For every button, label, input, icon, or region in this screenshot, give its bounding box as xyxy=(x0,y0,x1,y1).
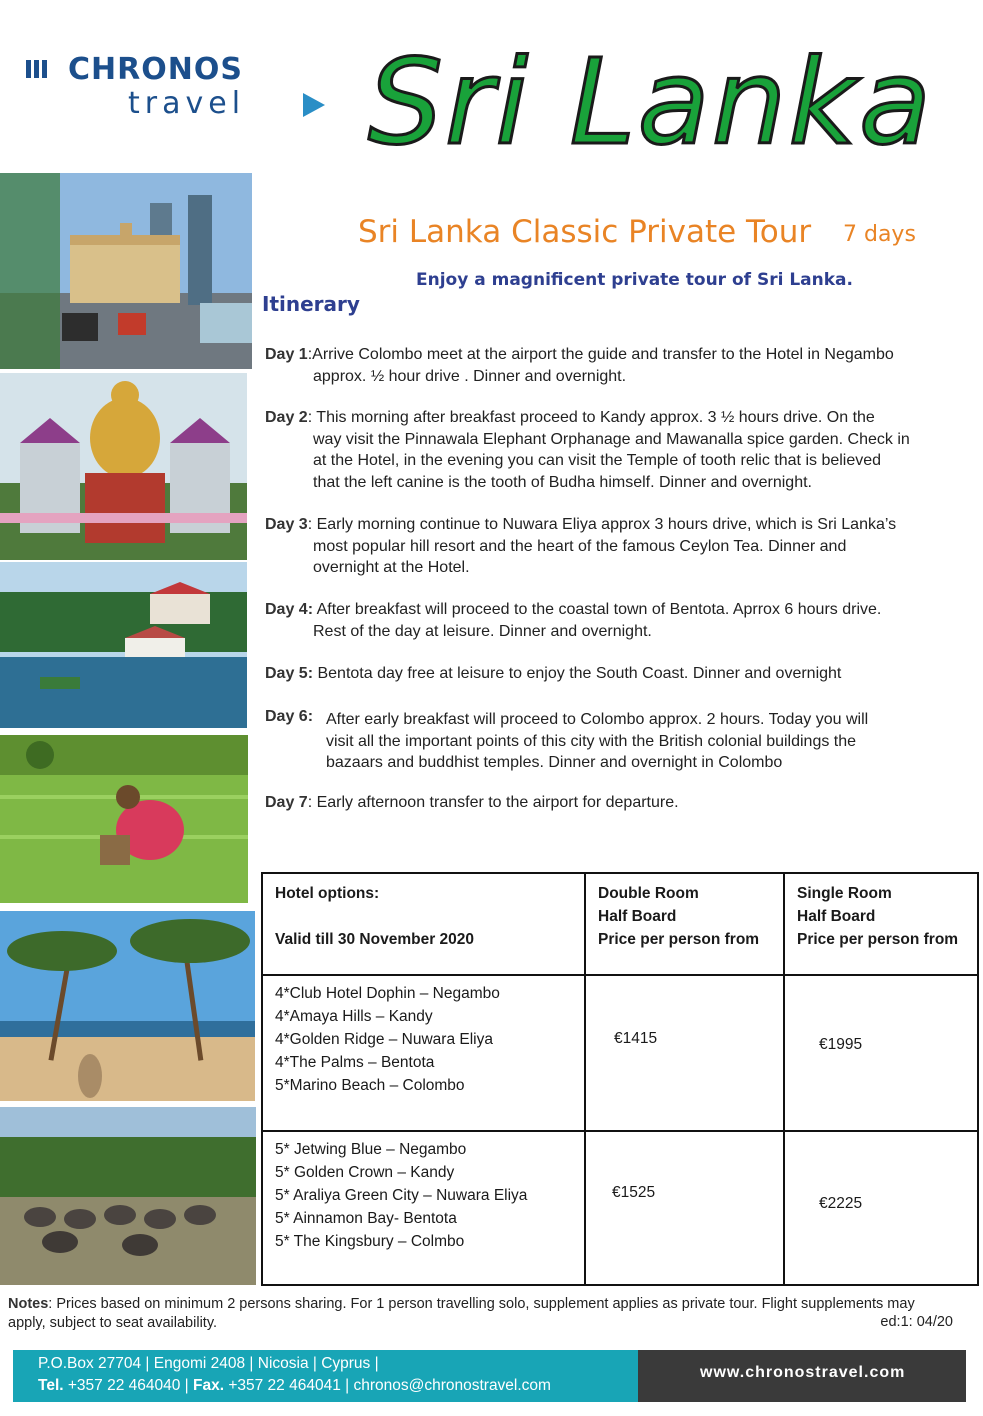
day-label: Day 7 xyxy=(265,794,308,811)
day-label: Day 4: xyxy=(265,601,314,618)
photo-tea-plantation xyxy=(0,735,248,903)
itinerary-day-5 xyxy=(265,663,841,685)
header-line: Valid till 30 November 2020 xyxy=(275,931,475,948)
hotel-name: 4*Club Hotel Dophin – Negambo xyxy=(275,985,500,1002)
hotel-name: 4*The Palms – Bentota xyxy=(275,1054,435,1071)
price-value: €1995 xyxy=(819,1036,863,1053)
table-cell-single-price xyxy=(783,974,979,1132)
company-logo xyxy=(26,52,316,124)
day-text-line: most popular hill resort and the heart of the famous Ceylon Tea. Dinner and xyxy=(313,537,847,555)
day-text-line: approx. ½ hour drive . Dinner and overnight. xyxy=(313,367,627,385)
hotel-name: 4*Amaya Hills – Kandy xyxy=(275,1008,433,1025)
edition-label: ed:1: 04/20 xyxy=(880,1314,953,1330)
tour-duration: 7 days xyxy=(843,222,916,247)
hotel-name: 5* Golden Crown – Kandy xyxy=(275,1164,455,1181)
day-text-line: overnight at the Hotel. xyxy=(313,559,470,576)
hotel-name: 5* Ainnamon Bay- Bentota xyxy=(275,1210,457,1227)
day-text: : Early afternoon transfer to the airport for departure. xyxy=(307,794,679,811)
photo-kandy-lake xyxy=(0,562,247,728)
logo-name: CHRONOS xyxy=(68,52,243,87)
hotel-name: 5* The Kingsbury – Colmbo xyxy=(275,1233,465,1250)
notes xyxy=(8,1295,956,1333)
itinerary-day-6 xyxy=(265,706,313,728)
header-line: Half Board xyxy=(598,908,677,925)
hotel-name: 4*Golden Ridge – Nuwara Eliya xyxy=(275,1031,493,1048)
logo-arrow-icon xyxy=(303,93,325,117)
day-text: After breakfast will proceed to the coastal town of Bentota. Aprrox 6 hours drive. xyxy=(313,601,882,618)
footer-contact xyxy=(13,1350,638,1402)
table-header-hotel xyxy=(261,872,586,976)
itinerary-day-1 xyxy=(265,344,894,387)
table-cell-single-price xyxy=(783,1130,979,1286)
tel-value: +357 22 464040 | xyxy=(63,1377,193,1394)
header-line: Single Room xyxy=(797,885,892,902)
notes-text: : Prices based on minimum 2 persons sharing. For 1 person travelling solo, supplement applies as private tour. Flight supplements may apply, subject to seat availability. xyxy=(8,1296,915,1331)
price-value: €2225 xyxy=(819,1195,863,1212)
itinerary-day-7 xyxy=(265,792,679,814)
header-line: Hotel options: xyxy=(275,885,380,902)
tel-label: Tel. xyxy=(38,1377,64,1394)
tour-tagline: Enjoy a magnificent private tour of Sri Lanka. xyxy=(416,270,853,290)
logo-subname: travel xyxy=(128,86,246,121)
photo-elephants-river xyxy=(0,1107,256,1285)
header-line: Half Board xyxy=(797,908,876,925)
day-text-line: that the left canine is the tooth of Budha himself. Dinner and overnight. xyxy=(313,473,812,491)
day-text-line: at the Hotel, in the evening you can visit the Temple of tooth relic that is believed xyxy=(313,452,882,469)
page-title: Sri Lanka xyxy=(368,33,934,171)
price-value: €1525 xyxy=(612,1184,656,1201)
itinerary-day-6-text xyxy=(326,709,868,774)
table-row-hotels xyxy=(261,1130,586,1286)
hotel-name: 5* Araliya Green City – Nuwara Eliya xyxy=(275,1187,528,1204)
logo-bars xyxy=(26,60,50,83)
day-label: Day 1 xyxy=(265,346,308,363)
day-text: :Arrive Colombo meet at the airport the guide and transfer to the Hotel in Negambo xyxy=(307,346,894,363)
header-line xyxy=(275,905,572,928)
footer-phone-line xyxy=(38,1377,551,1395)
itinerary-heading: Itinerary xyxy=(262,292,360,316)
day-label: Day 5: xyxy=(265,665,314,682)
header-line: Price per person from xyxy=(797,931,959,948)
price-value: €1415 xyxy=(614,1030,658,1047)
day-text: Bentota day free at leisure to enjoy the South Coast. Dinner and overnight xyxy=(313,665,842,682)
day-label: Day 6: xyxy=(265,708,314,725)
hotel-name: 5*Marino Beach – Colombo xyxy=(275,1077,465,1094)
fax-label: Fax. xyxy=(193,1377,225,1394)
itinerary-day-2 xyxy=(265,407,910,493)
table-header-double xyxy=(584,872,785,976)
day-label: Day 2 xyxy=(265,409,308,426)
header-line: Double Room xyxy=(598,885,699,902)
day-label: Day 3 xyxy=(265,516,308,533)
day-text-line: visit all the important points of this city with the British colonial buildings the xyxy=(326,732,857,750)
photo-beach-palms xyxy=(0,911,255,1101)
footer-address: P.O.Box 27704 | Engomi 2408 | Nicosia | Cyprus | xyxy=(38,1355,379,1372)
photo-buddha-temple xyxy=(0,373,247,560)
photo-colombo-city xyxy=(0,173,252,369)
day-text: : This morning after breakfast proceed to Kandy approx. 3 ½ hours drive. On the xyxy=(307,409,875,426)
day-text-line: After early breakfast will proceed to Colombo approx. 2 hours. Today you will xyxy=(326,711,869,728)
table-header-single xyxy=(783,872,979,976)
header-line: Price per person from xyxy=(598,931,760,948)
table-row-hotels xyxy=(261,974,586,1132)
day-text-line: bazaars and buddhist temples. Dinner and overnight in Colombo xyxy=(326,754,783,771)
itinerary-day-3 xyxy=(265,514,896,579)
fax-email-value: +357 22 464041 | chronos@chronostravel.com xyxy=(224,1377,551,1394)
day-text: : Early morning continue to Nuwara Eliya approx 3 hours drive, which is Sri Lanka’s xyxy=(307,516,897,533)
website-link[interactable]: www.chronostravel.com xyxy=(700,1364,906,1381)
notes-label: Notes xyxy=(8,1296,49,1312)
footer-website-bar xyxy=(638,1350,966,1402)
hotel-name: 5* Jetwing Blue – Negambo xyxy=(275,1141,467,1158)
itinerary-day-4 xyxy=(265,599,881,642)
day-text-line: way visit the Pinnawala Elephant Orphanage and Mawanalla spice garden. Check in xyxy=(313,430,910,448)
table-cell-double-price xyxy=(584,974,785,1132)
hotel-price-table xyxy=(261,872,979,1286)
day-text-line: Rest of the day at leisure. Dinner and overnight. xyxy=(313,622,652,640)
tour-name: Sri Lanka Classic Private Tour xyxy=(358,214,812,250)
table-cell-double-price xyxy=(584,1130,785,1286)
